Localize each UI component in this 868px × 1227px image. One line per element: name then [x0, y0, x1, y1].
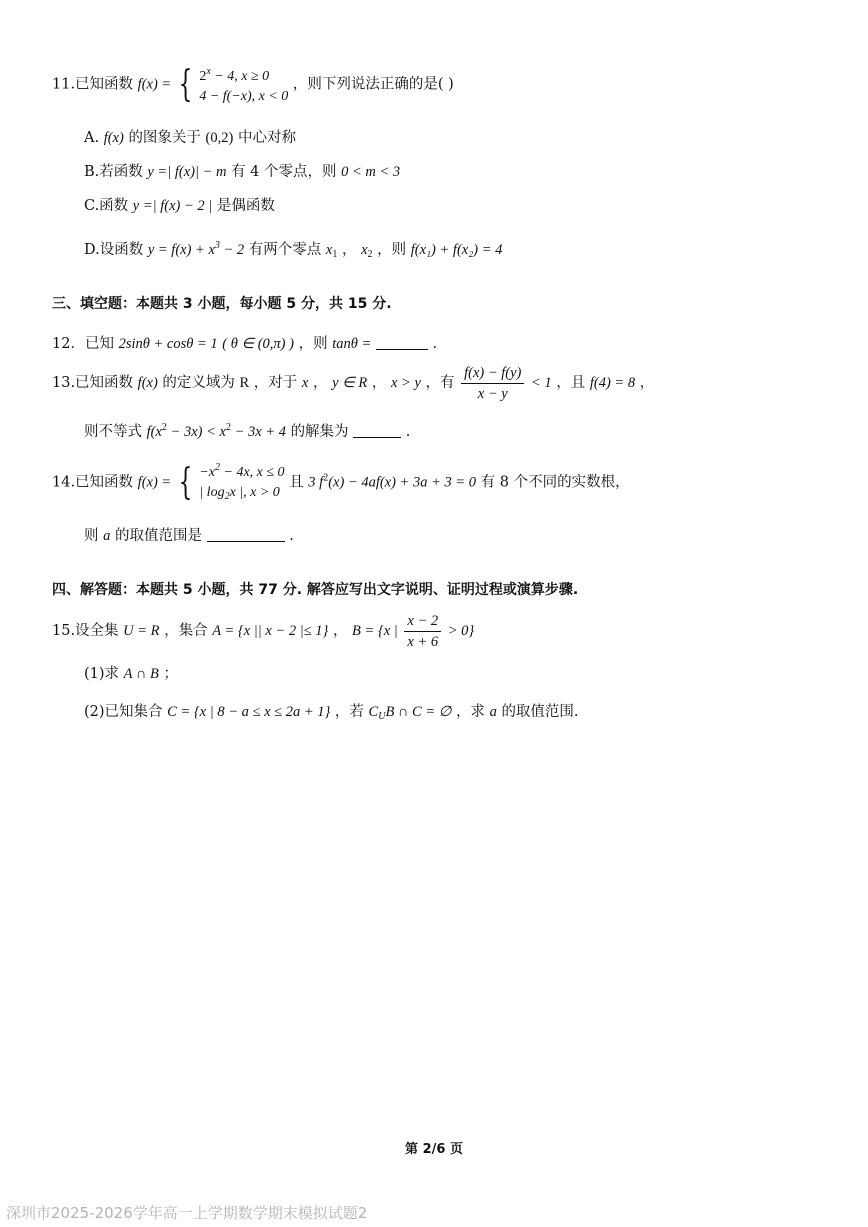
q13-stem: 13.已知函数 f(x) 的定义域为 R ，对于 x ， y ∈ R ， x > y ，有 $\frac{f(x) - f(y)}{x - y}$ < 1 ，且 f(4) = 8 ，	[52, 364, 655, 402]
q13-line2: 则不等式 $f(x^2 - 3x) < x^2 - 3x + 4$ 的解集为 .	[84, 422, 411, 440]
q14-piecewise: $-x^2 - 4x$, x ≤ 0 | $\log_2x$ |, x > 0	[199, 462, 285, 502]
q14-stem: 14.已知函数 f(x) = { $-x^2 - 4x$, x ≤ 0 | $\log_2x$ |, x > 0 且 3 $f^2(x) - 4af(x) + 3a + 3 = 0$ 有 8 个不同的实数根，	[52, 458, 630, 507]
brace-icon: {	[178, 63, 193, 105]
footer-watermark: 深圳市2025-2026学年高一上学期数学期末模拟试题2	[6, 1204, 368, 1222]
q15-part1: (1)求 A ∩ B ；	[84, 666, 178, 682]
answer-blank[interactable]	[353, 423, 401, 438]
q11-option-c: C.函数 y =| f(x) − 2 | 是偶函数	[84, 198, 275, 214]
q12-stem: 12．已知 2sinθ + cosθ = 1 ( θ ∈ (0,π) ) ，则 tanθ = .	[52, 336, 438, 352]
section-3-heading: 三、填空题：本题共 3 小题，每小题 5 分，共 15 分.	[52, 296, 392, 312]
page-number: 第 2/6 页	[405, 1142, 463, 1157]
section-4-heading: 四、解答题：本题共 5 小题，共 77 分. 解答应写出文字说明、证明过程或演算步骤.	[52, 582, 579, 598]
q15-fraction: $\frac{x - 2}{x + 6}$	[404, 611, 441, 652]
q13-fraction: $\frac{f(x) - f(y)}{x - y}$	[461, 363, 524, 404]
answer-blank[interactable]	[376, 335, 428, 350]
answer-blank[interactable]	[207, 527, 285, 542]
q11-option-a: A. f(x) 的图象关于 (0,2) 中心对称	[84, 130, 296, 146]
q11-stem: 11.已知函数 f(x) = { $2^x - 4$, x ≥ 0 4 − f(−x), x < 0 ，则下列说法正确的是( )	[52, 62, 454, 107]
q11-option-b: B.若函数 y =| f(x)| − m 有 4 个零点，则 0 < m < 3	[84, 164, 401, 180]
q11-option-d: D.设函数 $y = f(x) + x^3 - 2$ 有两个零点 $x_1$ ， $x_2$ ，则 f(x₁) + f(x₂) = 4	[84, 240, 503, 260]
q11-piecewise: $2^x - 4$, x ≥ 0 4 − f(−x), x < 0	[199, 66, 289, 104]
q14-line2: 则 a 的取值范围是 .	[84, 528, 294, 544]
q15-stem: 15.设全集 U = R ，集合 A = {x || x − 2 |≤ 1} ， B = {x | $\frac{x - 2}{x + 6}$ > 0}	[52, 612, 475, 650]
brace-icon: {	[178, 461, 193, 503]
q15-part2: (2)已知集合 C = {x | 8 − a ≤ x ≤ 2a + 1} ，若 $C_UB$ ∩ C = ∅ ，求 a 的取值范围.	[84, 704, 579, 722]
